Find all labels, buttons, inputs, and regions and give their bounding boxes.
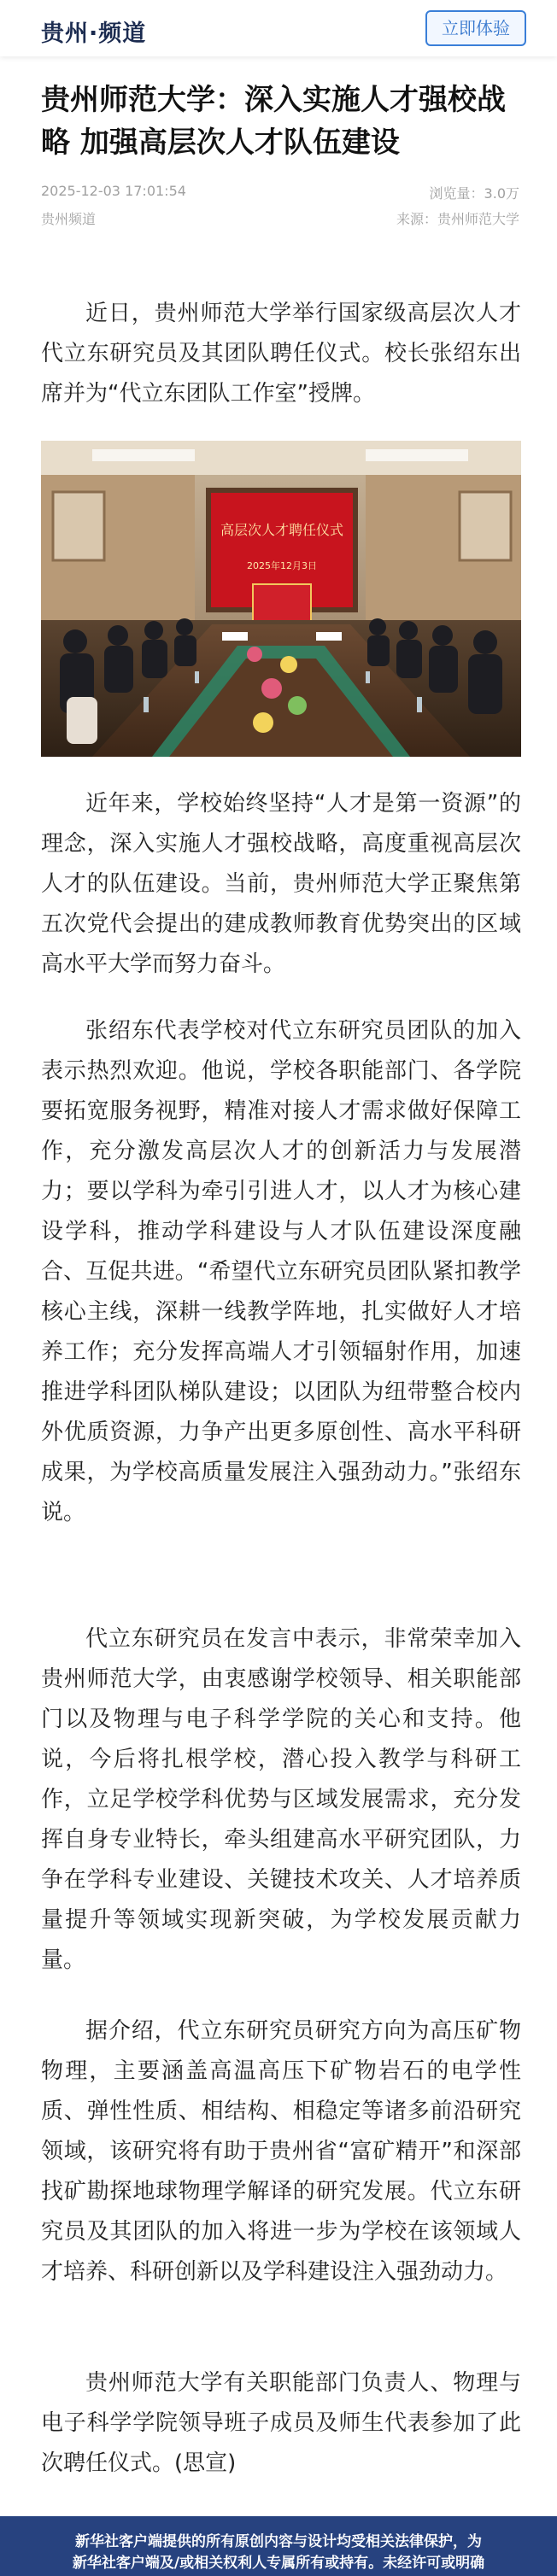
publish-date: 2025-12-03 17:01:54 <box>41 183 186 199</box>
copyright-line-2: 新华社客户端及/或相关权利人专属所有或持有。未经许可或明确 <box>72 2555 485 2572</box>
banner-subtitle: 2025年12月3日 <box>247 560 317 571</box>
article-photo <box>41 441 521 757</box>
view-count: 浏览量：3.0万 <box>429 185 519 202</box>
article-paragraph: 据介绍，代立东研究员研究方向为高压矿物物理，主要涵盖高温高压下矿物岩石的电学性质、弹性性质、相结构、相稳定等诸多前沿研究领域，该研究将有助于贵州省“富矿精开”和深部找矿勘探地球物理学解译的研究发展。代立东研究员及其团队的加入将进一步为学校在该领域人才培养、科研创新以及学科建设注入强劲动力。 <box>41 2018 521 2285</box>
article-channel[interactable]: 贵州频道 <box>41 211 97 227</box>
copyright-text <box>0 2532 557 2574</box>
top-bar <box>0 0 557 56</box>
copyright-footer <box>0 2516 557 2576</box>
article-paragraph: 张绍东代表学校对代立东研究员团队的加入表示热烈欢迎。他说，学校各职能部门、各学院要拓宽服务视野，精准对接人才需求做好保障工作，充分激发高层次人才的创新活力与发展潜力；要以学科为牵引引进人才，以人才为核心建设学科，推动学科建设与人才队伍建设深度融合、互促共进。“希望代立东研究员团队紧扣教学核心主线，深耕一线教学阵地，扎实做好人才培养工作；充分发挥高端人才引领辐射作用，加速推进学科团队梯队建设；以团队为纽带整合校内外优质资源，力争产出更多原创性、高水平科研成果，为学校高质量发展注入强劲动力。”张绍东说。 <box>41 1018 521 1525</box>
copyright-line-1: 新华社客户端提供的所有原创内容与设计均受相关法律保护，为 <box>75 2533 482 2550</box>
meeting-room-image <box>41 441 521 757</box>
article-paragraph: 代立东研究员在发言中表示，非常荣幸加入贵州师范大学，由衷感谢学校领导、相关职能部门以及物理与电子科学学院的关心和支持。他说，今后将扎根学校，潜心投入教学与科研工作，立足学校学科优势与区域发展需求，充分发挥自身专业特长，牵头组建高水平研究团队，力争在学科专业建设、关键技术攻关、人才培养质量提升等领域实现新突破，为学校发展贡献力量。 <box>41 1626 521 1973</box>
article-title: 贵州师范大学：深入实施人才强校战略 加强高层次人才队伍建设 <box>41 83 506 160</box>
open-app-button[interactable]: 立即体验 <box>425 10 526 46</box>
article-source: 来源：贵州师范大学 <box>396 211 519 227</box>
article-paragraph: 贵州师范大学有关职能部门负责人、物理与电子科学学院领导班子成员及师生代表参加了此次聘任仪式。(思宣) <box>41 2370 521 2476</box>
article-paragraph: 近年来，学校始终坚持“人才是第一资源”的理念，深入实施人才强校战略，高度重视高层次人才的队伍建设。当前，贵州师范大学正聚焦第五次党代会提出的建成教师教育优势突出的区域高水平大学而努力奋斗。 <box>41 791 521 977</box>
channel-name[interactable]: 贵州·频道 <box>41 20 147 47</box>
article-paragraph: 近日，贵州师范大学举行国家级高层次人才代立东研究员及其团队聘任仪式。校长张绍东出席并为“代立东团队工作室”授牌。 <box>41 301 521 407</box>
banner-title: 高层次人才聘任仪式 <box>220 522 344 538</box>
